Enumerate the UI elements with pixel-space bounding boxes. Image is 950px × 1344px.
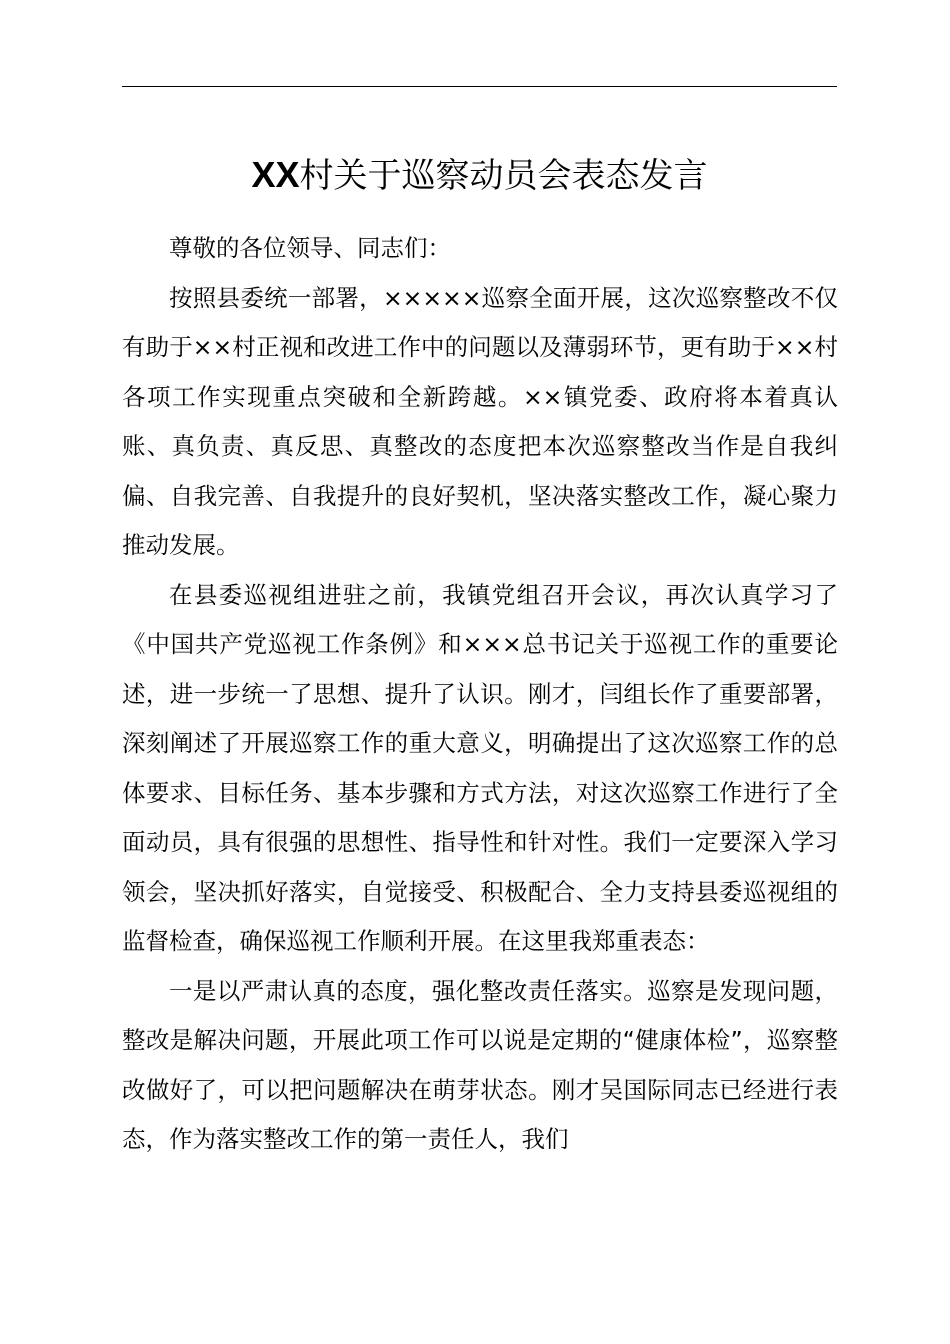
paragraph-1: 按照县委统一部署，×××××巡察全面开展，这次巡察整改不仅有助于××村正视和改进工作中的问题以及薄弱环节，更有助于××村各项工作实现重点突破和全新跨越。××镇党委、政府将本着真认账、真负责、真反思、真整改的态度把本次巡察整改当作是自我纠偏、自我完善、自我提升的良好契机，坚决落实整改工作，凝心聚力推动发展。 [122,283,838,559]
paragraph-2: 在县委巡视组进驻之前，我镇党组召开会议，再次认真学习了《中国共产党巡视工作条例》和×××总书记关于巡视工作的重要论述，进一步统一了思想、提升了认识。刚才，闫组长作了重要部署，深刻阐述了开展巡察工作的重大意义，明确提出了这次巡察工作的总体要求、目标任务、基本步骤和方式方法，对这次巡察工作进行了全面动员，具有很强的思想性、指导性和针对性。我们一定要深入学习领会，坚决抓好落实，自觉接受、积极配合、全力支持县委巡视组的监督检查，确保巡视工作顺利开展。在这里我郑重表态： [122,580,838,955]
title-text: 村关于巡察动员会表态发言 [299,156,708,196]
document-title [122,150,837,201]
document-body [122,224,838,1165]
header-rule [122,86,837,87]
title-prefix: XX [251,154,300,195]
paragraph-3: 一是以严肃认真的态度，强化整改责任落实。巡察是发现问题，整改是解决问题，开展此项工作可以说是定期的“健康体检”，巡察整改做好了，可以把问题解决在萌芽状态。刚才吴国际同志已经进行表态，作为落实整改工作的第一责任人，我们 [122,976,838,1153]
salutation: 尊敬的各位领导、同志们： [169,234,451,262]
